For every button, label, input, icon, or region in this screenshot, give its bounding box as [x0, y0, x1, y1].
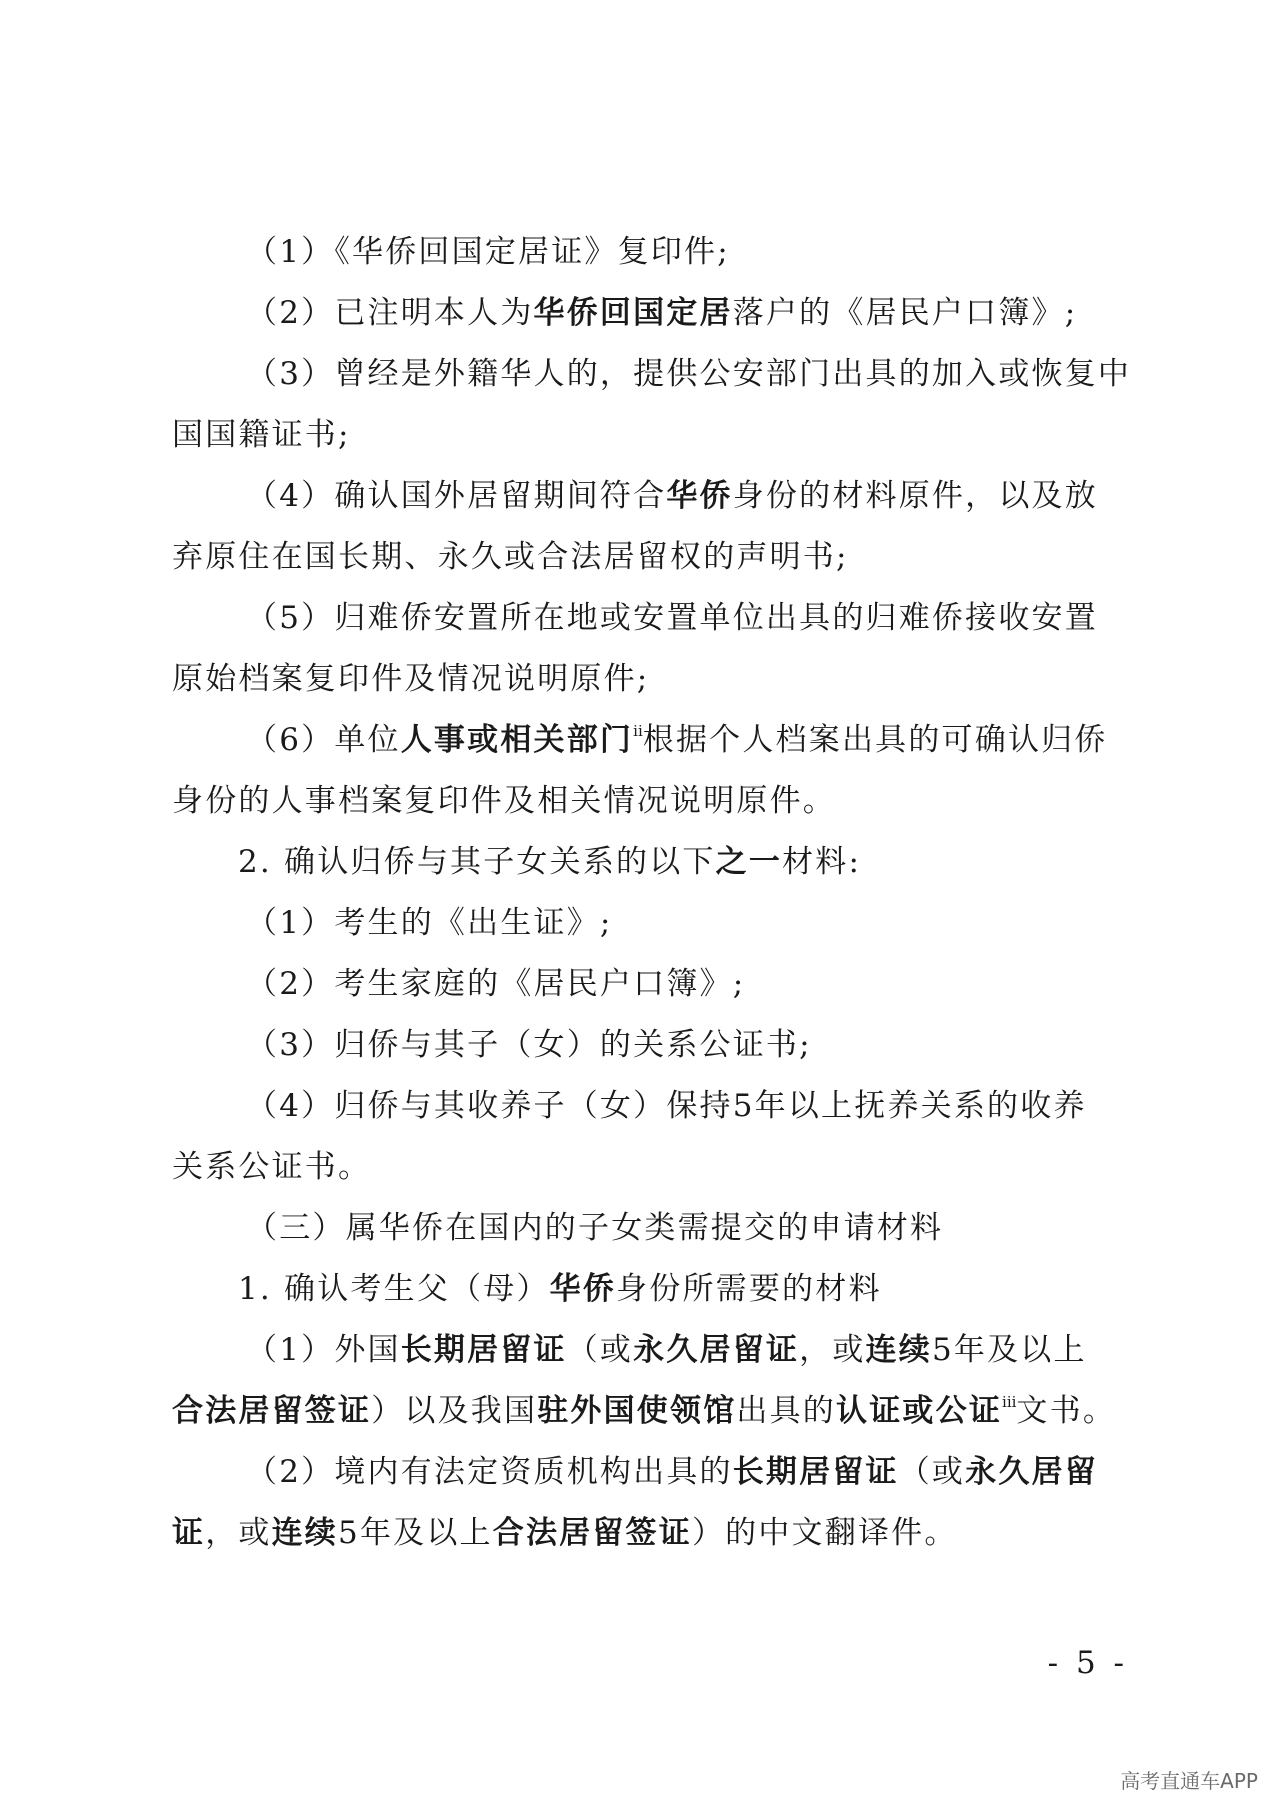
text-line — [172, 954, 1127, 1015]
bold-text: 华侨 — [666, 478, 733, 514]
text-segment: 原始档案复印件及情况说明原件; — [172, 661, 650, 697]
page-number: - 5 - — [1047, 1645, 1128, 1681]
text-segment: （3）归侨与其子（女）的关系公证书; — [246, 1027, 812, 1063]
text-segment: （5）归难侨安置所在地或安置单位出具的归难侨接收安置 — [246, 600, 1098, 636]
text-segment: （2）境内有法定资质机构出具的 — [246, 1454, 733, 1490]
text-segment: ）的中文翻译件。 — [691, 1515, 958, 1551]
text-segment: 落户的《居民户口簿》; — [732, 295, 1078, 331]
text-line — [172, 1015, 1127, 1076]
text-segment: （2）已注明本人为 — [246, 295, 534, 331]
text-line — [172, 344, 1132, 405]
text-line — [172, 1259, 1127, 1320]
bold-text: 连续 — [271, 1515, 339, 1551]
text-segment: ）以及我国 — [371, 1393, 538, 1429]
bold-text: 华侨 — [549, 1271, 617, 1307]
text-line — [172, 771, 1127, 832]
text-line — [172, 1503, 1127, 1564]
text-line — [172, 588, 1127, 649]
text-segment: 5年及以上 — [338, 1515, 493, 1551]
text-segment: 关系公证书。 — [172, 1149, 372, 1185]
text-line — [172, 466, 1127, 527]
text-line — [172, 1320, 1127, 1381]
bold-text: 华侨回国定居 — [533, 295, 733, 331]
text-segment: 2. 确认归侨与其子女关系的以下 — [238, 844, 716, 880]
bold-text: 之一 — [715, 844, 783, 880]
text-segment: 身份的材料原件，以及放 — [732, 478, 1098, 514]
bold-text: 证 — [172, 1515, 206, 1551]
text-segment: ，或 — [799, 1332, 866, 1368]
text-segment: （4）确认国外居留期间符合 — [246, 478, 667, 514]
text-line — [172, 405, 1127, 466]
text-segment: （4）归侨与其收养子（女）保持5年以上抚养关系的收养 — [246, 1088, 1087, 1124]
text-segment: 材料: — [782, 844, 862, 880]
text-line — [172, 1442, 1127, 1503]
text-segment: ，或 — [205, 1515, 272, 1551]
text-segment: （或 — [566, 1332, 634, 1368]
text-segment: （6）单位 — [246, 722, 401, 758]
text-segment: 身份的人事档案复印件及相关情况说明原件。 — [172, 783, 836, 819]
text-segment: 文书。 — [1016, 1393, 1117, 1429]
text-segment: 出具的 — [736, 1393, 837, 1429]
bold-text: 认证或公证 — [836, 1393, 1003, 1429]
text-segment: （1）考生的《出生证》; — [246, 905, 613, 941]
text-line — [172, 832, 1127, 893]
document-body — [172, 222, 1132, 1564]
text-segment: （3）曾经是外籍华人的，提供公安部门出具的加入或恢复中 — [246, 356, 1132, 392]
text-line — [172, 710, 1127, 771]
text-line — [172, 222, 1127, 283]
text-segment: （或 — [898, 1454, 966, 1490]
text-segment: 国国籍证书; — [172, 417, 351, 453]
text-line — [172, 527, 1127, 588]
text-line — [172, 1137, 1127, 1198]
text-segment: 弃原住在国长期、永久或合法居留权的声明书; — [172, 539, 849, 575]
bold-text: 人事或相关部门 — [400, 722, 634, 758]
text-segment: （1）《华侨回国定居证》复印件; — [246, 234, 730, 270]
text-line — [172, 1381, 1127, 1442]
footnote-marker: iii — [1002, 1393, 1017, 1411]
text-segment: 1. 确认考生父（母） — [238, 1271, 550, 1307]
text-segment: 身份所需要的材料 — [616, 1271, 882, 1307]
text-line — [172, 1198, 1127, 1259]
bold-text: 长期居留证 — [732, 1454, 899, 1490]
bold-text: 连续 — [865, 1332, 932, 1368]
footnote-marker: ii — [633, 722, 643, 740]
text-segment: 根据个人档案出具的可确认归侨 — [642, 722, 1108, 758]
text-line — [172, 1076, 1127, 1137]
text-segment: （三）属华侨在国内的子女类需提交的申请材料 — [246, 1210, 944, 1246]
text-line — [172, 649, 1127, 710]
text-segment: 5年及以上 — [931, 1332, 1087, 1368]
app-watermark: 高考直通车APP — [1120, 1769, 1258, 1793]
bold-text: 长期居留证 — [400, 1332, 567, 1368]
bold-text: 永久居留 — [965, 1454, 1098, 1490]
bold-text: 合法居留签证 — [492, 1515, 692, 1551]
text-segment: （2）考生家庭的《居民户口簿》; — [246, 966, 746, 1002]
text-line — [172, 893, 1127, 954]
bold-text: 永久居留证 — [633, 1332, 800, 1368]
bold-text: 驻外国使领馆 — [537, 1393, 737, 1429]
text-segment: （1）外国 — [246, 1332, 401, 1368]
text-line — [172, 283, 1127, 344]
bold-text: 合法居留签证 — [172, 1393, 372, 1429]
